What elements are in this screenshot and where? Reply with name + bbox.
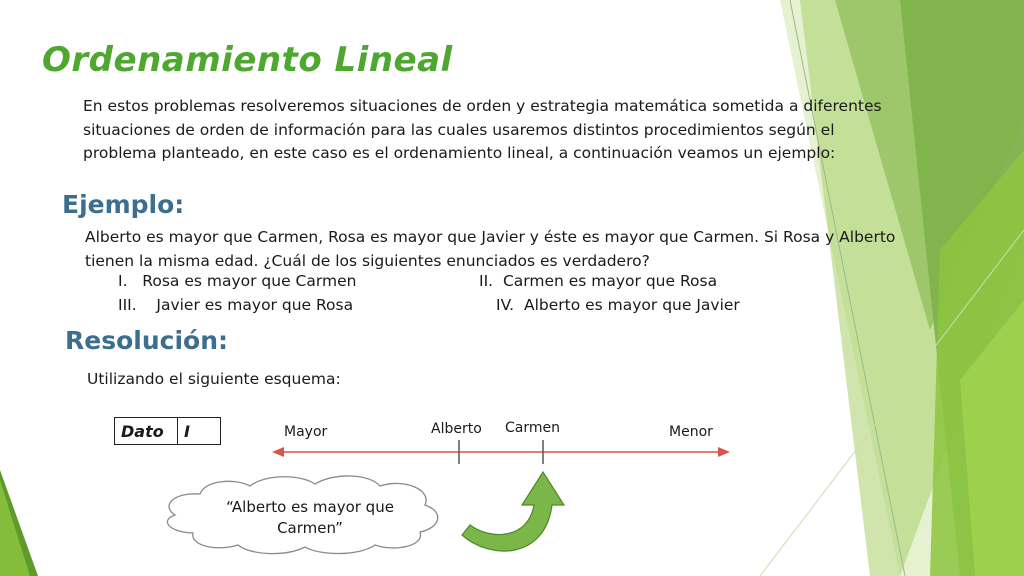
option-number: IV.: [496, 296, 515, 314]
ejemplo-heading: Ejemplo:: [62, 190, 185, 219]
label-carmen: Carmen: [505, 420, 560, 436]
option-iii: [118, 296, 353, 314]
option-text: Rosa es mayor que Carmen: [142, 272, 357, 290]
dato-value: I: [184, 421, 190, 441]
option-number: III.: [118, 296, 137, 314]
option-text: Javier es mayor que Rosa: [156, 296, 354, 314]
label-mayor: Mayor: [284, 424, 328, 440]
example-paragraph: Alberto es mayor que Carmen, Rosa es mayor que Javier y éste es mayor que Carmen. Si Rosa y Alberto tienen la misma edad. ¿Cuál de los siguientes enunciados es verdadero?: [85, 228, 896, 270]
green-arrow: [462, 472, 564, 551]
page-title: Ordenamiento Lineal: [42, 40, 453, 80]
intro-paragraph: En estos problemas resolveremos situaciones de orden y estrategia matemática sometida a diferentes situaciones de orden de información para las cuales usaremos distintos procedimientos según el problema planteado, en este caso es el ordenamiento lineal, a continuación veamos un ejemplo:: [83, 97, 882, 162]
option-number: II.: [479, 272, 494, 290]
line-arrow-left: [272, 447, 284, 457]
label-menor: Menor: [669, 424, 713, 440]
option-text: Alberto es mayor que Javier: [523, 296, 740, 314]
line-arrow-right: [718, 447, 730, 457]
scheme-intro: Utilizando el siguiente esquema:: [87, 370, 341, 388]
option-text: Carmen es mayor que Rosa: [502, 272, 718, 290]
cloud-text: “Alberto es mayor que Carmen”: [226, 498, 394, 537]
resolucion-heading: Resolución:: [65, 326, 228, 355]
label-alberto: Alberto: [431, 421, 482, 437]
option-number: I.: [118, 272, 128, 290]
dato-table: [114, 417, 221, 445]
option-iv: [496, 296, 740, 314]
option-ii: [479, 272, 717, 290]
dato-label: Dato: [115, 418, 178, 444]
option-i: [118, 272, 356, 290]
